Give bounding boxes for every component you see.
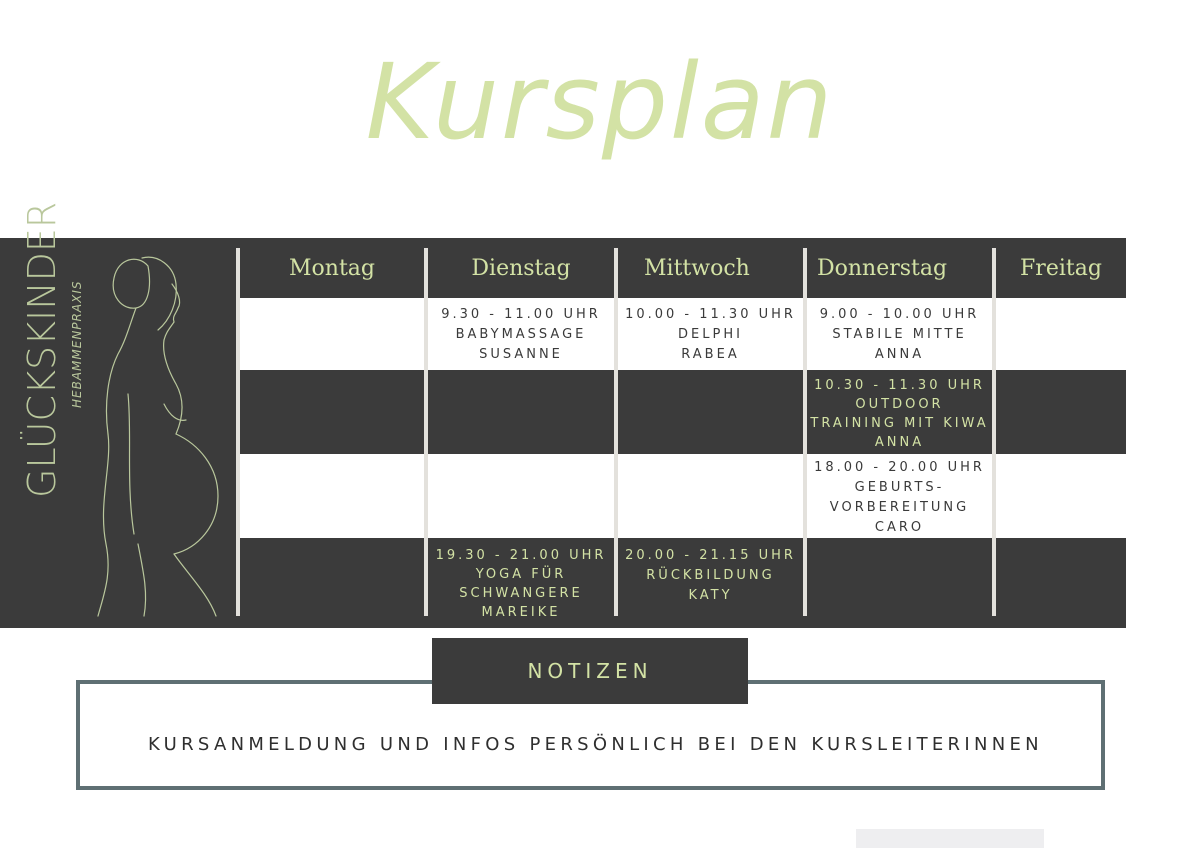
schedule-board — [0, 201, 1126, 628]
course-instructor: RABEA — [681, 347, 740, 362]
course-instructor: SUSANNE — [479, 347, 563, 362]
notes-label: NOTIZEN — [432, 638, 748, 704]
day-header-mittwoch: Mittwoch — [644, 255, 750, 281]
course-babymassage — [428, 304, 614, 366]
course-title-line2: TRAINING MIT KIWA — [810, 416, 989, 431]
course-time: 9.00 - 10.00 UHR — [819, 307, 980, 322]
course-stabile-mitte — [807, 304, 992, 366]
course-title: RÜCKBILDUNG — [646, 568, 775, 583]
pregnant-woman-sketch-icon — [78, 244, 234, 622]
course-rueckbildung — [618, 544, 803, 608]
course-instructor: ANNA — [874, 347, 925, 362]
course-time: 18.00 - 20.00 UHR — [814, 460, 985, 475]
course-title-line2: VORBEREITUNG — [829, 500, 970, 515]
notes-text: KURSANMELDUNG UND INFOS PERSÖNLICH BEI DEN KURSLEITERINNEN — [148, 734, 1043, 755]
course-title-line2: SCHWANGERE — [459, 586, 583, 601]
day-header-donnerstag: Donnerstag — [817, 255, 948, 281]
course-time: 10.30 - 11.30 UHR — [814, 378, 985, 393]
course-time: 9.30 - 11.00 UHR — [441, 307, 601, 322]
brand-name: GLÜCKSKINDER — [20, 201, 64, 498]
course-instructor: MAREIKE — [481, 605, 561, 620]
course-delphi — [618, 304, 803, 366]
course-title: BABYMASSAGE — [455, 327, 587, 342]
course-instructor: KATY — [688, 588, 733, 603]
brand-subtitle: HEBAMMENPRAXIS — [70, 280, 84, 408]
column-divider — [236, 248, 240, 616]
column-divider — [992, 248, 996, 616]
course-time: 20.00 - 21.15 UHR — [625, 548, 796, 563]
day-header-montag: Montag — [289, 255, 375, 281]
course-instructor: ANNA — [874, 435, 925, 450]
course-geburtsvorbereitung — [807, 456, 992, 540]
course-instructor: CARO — [874, 520, 925, 535]
page-title: Kursplan — [365, 41, 835, 163]
course-title: OUTDOOR — [855, 397, 944, 412]
course-yoga — [428, 542, 614, 626]
course-title: YOGA FÜR — [475, 567, 567, 582]
course-title: STABILE MITTE — [832, 327, 967, 342]
day-header-dienstag: Dienstag — [471, 255, 571, 281]
decorative-block — [856, 829, 1044, 848]
day-header-freitag: Freitag — [1020, 255, 1102, 281]
schedule-grid — [236, 238, 1126, 628]
course-outdoor-training — [807, 374, 992, 454]
brand-panel — [0, 201, 236, 628]
course-time: 19.30 - 21.00 UHR — [435, 548, 607, 563]
course-title: DELPHI — [678, 327, 743, 342]
course-time: 10.00 - 11.30 UHR — [625, 307, 796, 322]
course-title: GEBURTS- — [854, 480, 945, 495]
